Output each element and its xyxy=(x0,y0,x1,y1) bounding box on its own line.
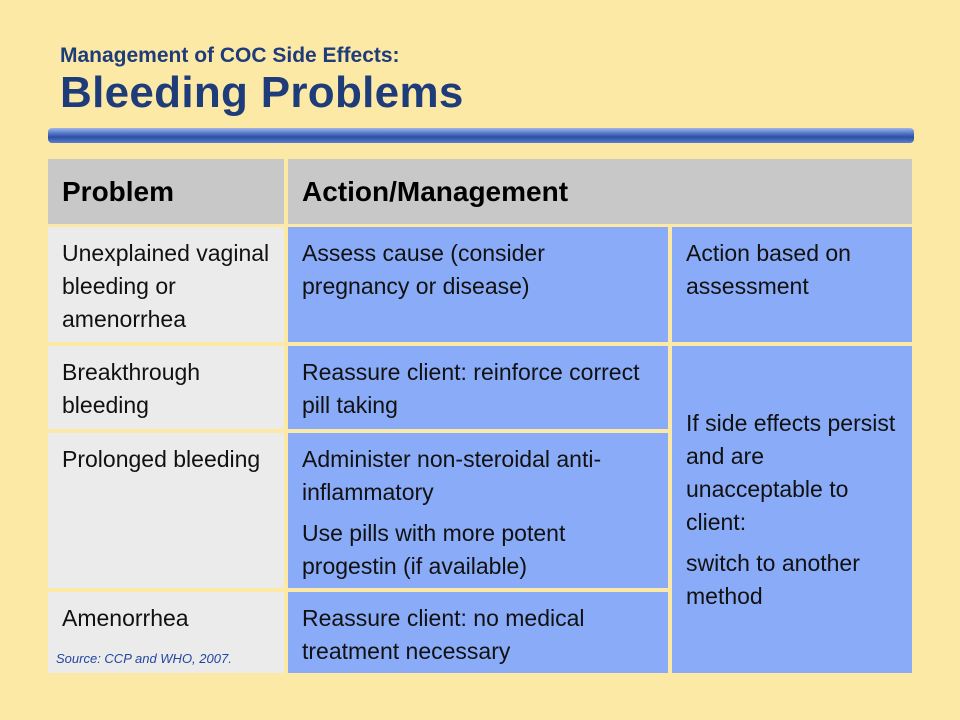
followup-persist: If side effects persist and are unacceptable to client: xyxy=(686,409,896,535)
action-nsaid: Administer non-steroidal anti-inflammatory xyxy=(302,446,602,505)
slide-subtitle: Management of COC Side Effects: xyxy=(60,44,400,67)
header-action: Action/Management xyxy=(288,159,912,224)
management-table xyxy=(46,157,914,675)
header-problem: Problem xyxy=(48,159,284,224)
action-cell-prolonged xyxy=(288,433,668,588)
problem-cell-unexplained: Unexplained vaginal bleeding or amenorrhea xyxy=(48,227,284,342)
problem-cell-breakthrough: Breakthrough bleeding xyxy=(48,346,284,429)
action-cell-reassure-pill: Reassure client: reinforce correct pill taking xyxy=(288,346,668,429)
slide-title: Bleeding Problems xyxy=(60,68,464,117)
title-divider xyxy=(48,128,914,143)
problem-cell-amenorrhea: Amenorrhea xyxy=(48,592,284,673)
source-citation: Source: CCP and WHO, 2007. xyxy=(56,651,232,666)
problem-cell-prolonged: Prolonged bleeding xyxy=(48,433,284,588)
followup-cell-switch-method xyxy=(672,346,912,673)
followup-cell-assessment: Action based on assessment xyxy=(672,227,912,342)
action-cell-assess: Assess cause (consider pregnancy or disease) xyxy=(288,227,668,342)
followup-switch: switch to another method xyxy=(686,549,860,609)
action-progestin: Use pills with more potent progestin (if available) xyxy=(302,520,566,579)
action-cell-no-treatment: Reassure client: no medical treatment necessary xyxy=(288,592,668,673)
